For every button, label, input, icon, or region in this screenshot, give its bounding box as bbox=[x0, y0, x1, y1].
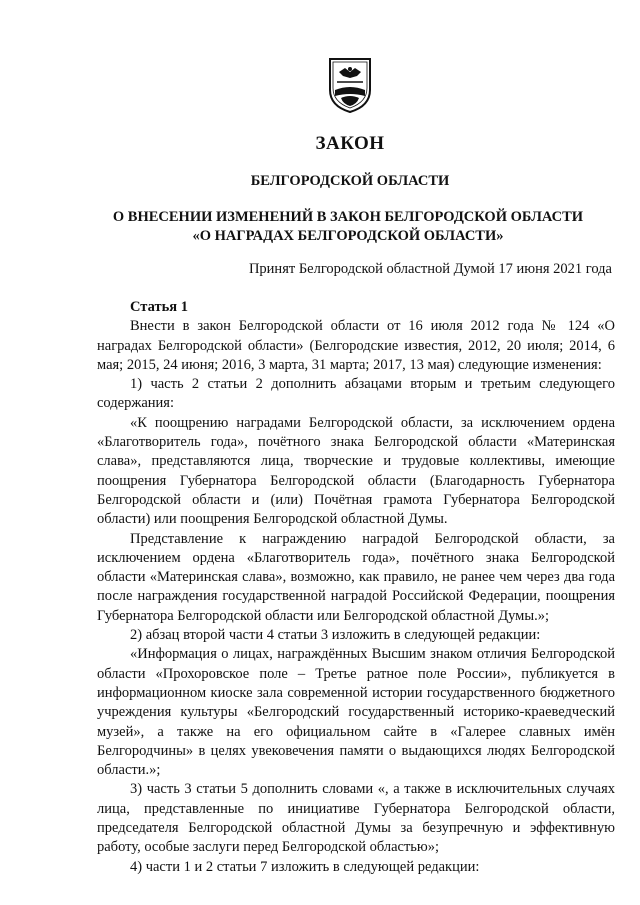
paragraph: 2) абзац второй части 4 статьи 3 изложить в следующей редакции: bbox=[130, 627, 541, 644]
article-heading: Статья 1 bbox=[130, 299, 188, 315]
paragraph: «К поощрению наградами Белгородской области, за исключением ордена «Благотворитель года», почётного знака Белгородской области «Материнская слава», представляются лица, творческие и трудовые коллективы, имеющие поощрения Губернатора Белгородской области (Благодарность Губернатора Белгородской области и (или) Почётная грамота Губернатора Белгородской области) или поощрения Белгородской областной Думы. bbox=[97, 414, 615, 528]
law-title-line-1: О ВНЕСЕНИИ ИЗМЕНЕНИЙ В ЗАКОН БЕЛГОРОДСКОЙ ОБЛАСТИ bbox=[112, 209, 584, 225]
paragraph: «Информация о лицах, награждённых Высшим знаком отличия Белгородской области «Прохоровское поле – Третье ратное поле России», публикуется в информационном киоске зала современной истории государственного бюджетного учреждения культуры «Белгородский государственный историко-краеведческий музей», а также на его официальном сайте в «Галерее славных имён Белгородчины» в целях увековечения памяти о выдающихся людях Белгородской области.»; bbox=[97, 646, 615, 779]
law-body bbox=[97, 298, 615, 877]
document-type-heading: ЗАКОН bbox=[315, 133, 385, 154]
adoption-note: Принят Белгородской областной Думой 17 июня 2021 года bbox=[248, 261, 612, 277]
paragraph: 3) часть 3 статьи 5 дополнить словами «, а также в исключительных случаях лица, представленные по инициативе Губернатора Белгородской области, председателя Белгородской областной Думы за безупречную и эффективную работу, особые заслуги перед Белгородской областью»; bbox=[97, 781, 615, 856]
law-title-line-2: «О НАГРАДАХ БЕЛГОРОДСКОЙ ОБЛАСТИ» bbox=[192, 228, 504, 244]
paragraph: 1) часть 2 статьи 2 дополнить абзацами вторым и третьим следующего содержания: bbox=[97, 376, 615, 412]
paragraph: Представление к награждению наградой Белгородской области, за исключением ордена «Благотворитель года», почётного знака Белгородской области «Материнская слава», возможно, как правило, не ранее чем через два года после награждения государственной наградой Российской Федерации, поощрения Губернатора Белгородской области или Белгородской областной Думы.»; bbox=[97, 530, 615, 624]
paragraph: 4) части 1 и 2 статьи 7 изложить в следующей редакции: bbox=[130, 858, 480, 875]
paragraph: Внести в закон Белгородской области от 16 июля 2012 года № 124 «О наградах Белгородской области» (Белгородские известия, 2012, 20 июля; 2014, 6 мая; 2015, 24 июня; 2016, 3 марта, 31 марта; 2017, 13 мая) следующие изменения: bbox=[97, 318, 615, 373]
law-title bbox=[28, 208, 640, 246]
region-heading: БЕЛГОРОДСКОЙ ОБЛАСТИ bbox=[250, 173, 450, 189]
coat-of-arms-icon bbox=[327, 56, 373, 114]
